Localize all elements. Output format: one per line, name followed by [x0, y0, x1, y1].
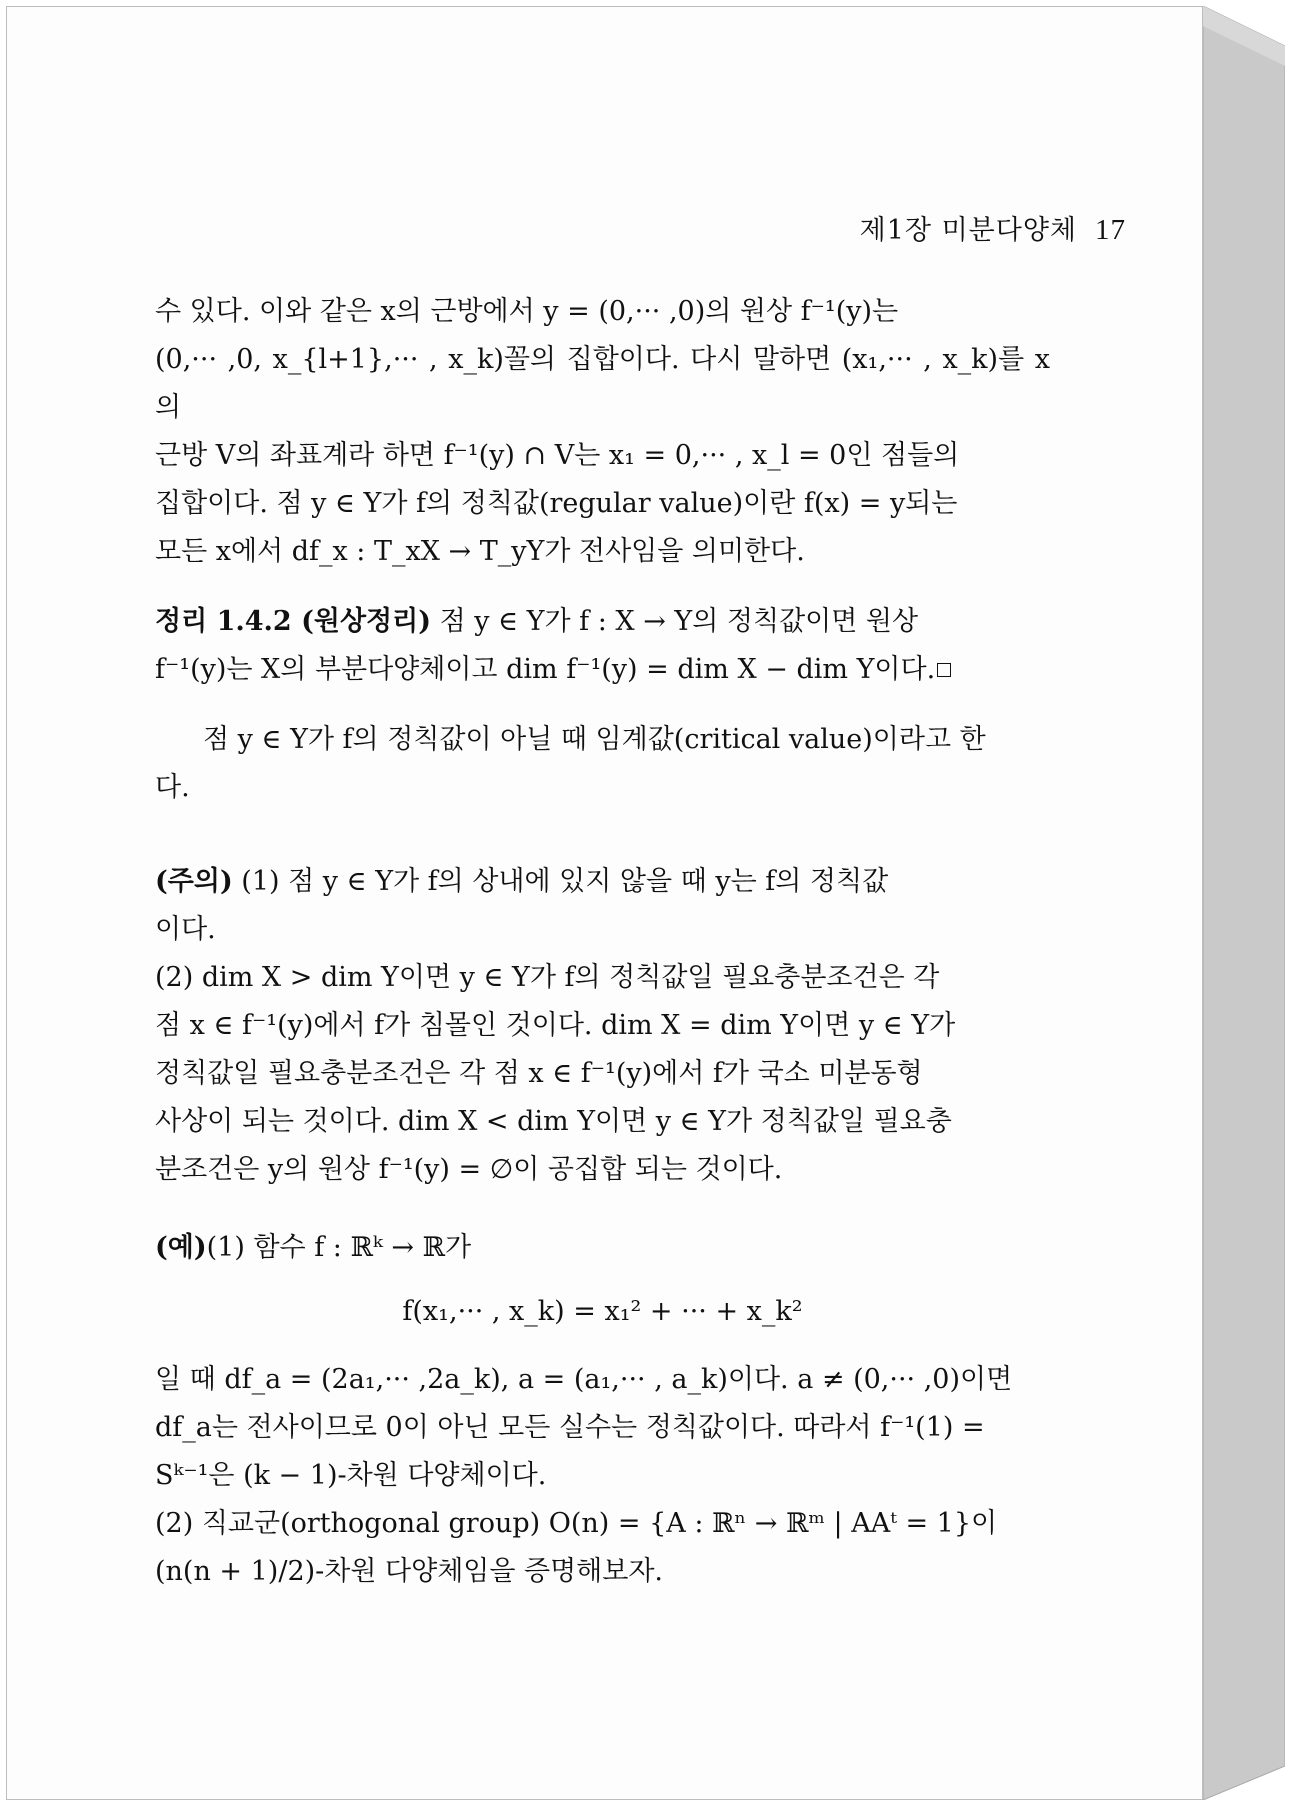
- text-line: 이다.: [155, 914, 216, 945]
- qed-box-icon: [937, 663, 951, 677]
- text-line: 일 때 df_a = (2a₁,··· ,2a_k), a = (a₁,··· , a_k)이다. a ≠ (0,··· ,0)이면: [155, 1364, 1013, 1395]
- text-line: 모든 x에서 df_x : T_xX → T_yY가 전사임을 의미한다.: [155, 536, 805, 567]
- text-line: 점 y ∈ Y가 f의 정칙값이 아닐 때 임계값(critical value)이라고 한: [203, 724, 986, 755]
- example-block: [155, 1224, 1050, 1596]
- text-line: 분조건은 y의 원상 f⁻¹(y) = ∅이 공집합 되는 것이다.: [155, 1154, 783, 1185]
- example-text: (1) 함수 f : ℝᵏ → ℝ가: [206, 1232, 472, 1263]
- note-label: (주의): [155, 866, 233, 897]
- chapter-title: 제1장 미분다양체: [859, 215, 1077, 246]
- text-line: (2) dim X > dim Y이면 y ∈ Y가 f의 정칙값일 필요충분조건은 각: [155, 962, 940, 993]
- text-line: 점 x ∈ f⁻¹(y)에서 f가 침몰인 것이다. dim X = dim Y이면 y ∈ Y가: [155, 1010, 956, 1041]
- text-line: 사상이 되는 것이다. dim X < dim Y이면 y ∈ Y가 정칙값일 필요충: [155, 1106, 952, 1137]
- page-number: 17: [1095, 214, 1126, 246]
- display-formula: f(x₁,··· , x_k) = x₁² + ··· + x_k²: [402, 1296, 803, 1327]
- text-line: 정칙값일 필요충분조건은 각 점 x ∈ f⁻¹(y)에서 f가 국소 미분동형: [155, 1058, 923, 1089]
- paragraph-critical-value: [155, 716, 1050, 812]
- theorem-text: 점 y ∈ Y가 f : X → Y의 정칙값이면 원상: [431, 606, 919, 637]
- paragraph-preimage: [155, 288, 1050, 576]
- book-edge: [1203, 6, 1285, 1800]
- text-line: (n(n + 1)/2)-차원 다양체임을 증명해보자.: [155, 1556, 664, 1587]
- text-line: (2) 직교군(orthogonal group) O(n) = {A : ℝⁿ → ℝᵐ | AAᵗ = 1}이: [155, 1508, 998, 1539]
- text-line: Sᵏ⁻¹은 (k − 1)-차원 다양체이다.: [155, 1460, 547, 1491]
- text-line: 근방 V의 좌표계라 하면 f⁻¹(y) ∩ V는 x₁ = 0,··· , x_l = 0인 점들의: [155, 440, 960, 471]
- text-line: (0,··· ,0, x_{l+1},··· , x_k)꼴의 집합이다. 다시 말하면 (x₁,··· , x_k)를 x의: [155, 344, 1050, 423]
- text-line: 수 있다. 이와 같은 x의 근방에서 y = (0,··· ,0)의 원상 f⁻¹(y)는: [155, 296, 899, 327]
- note-text: (1) 점 y ∈ Y가 f의 상내에 있지 않을 때 y는 f의 정칙값: [232, 866, 889, 897]
- theorem-label: 정리 1.4.2 (원상정리): [155, 606, 432, 637]
- text-line: 다.: [155, 772, 190, 803]
- example-intro: [155, 1224, 1050, 1272]
- theorem-text: f⁻¹(y)는 X의 부분다양체이고 dim f⁻¹(y) = dim X − dim Y이다.: [155, 654, 936, 685]
- theorem-line-2: [155, 646, 1050, 694]
- text-line: 집합이다. 점 y ∈ Y가 f의 정칙값(regular value)이란 f(x) = y되는: [155, 488, 958, 519]
- text-line: df_a는 전사이므로 0이 아닌 모든 실수는 정칙값이다. 따라서 f⁻¹(1) =: [155, 1412, 985, 1443]
- theorem-block: [155, 598, 1050, 694]
- example-label: (예): [155, 1232, 207, 1263]
- running-header: [860, 208, 1126, 247]
- note-block: [155, 858, 1050, 1194]
- note-line-1: [155, 858, 1050, 906]
- theorem-line-1: [155, 598, 1050, 646]
